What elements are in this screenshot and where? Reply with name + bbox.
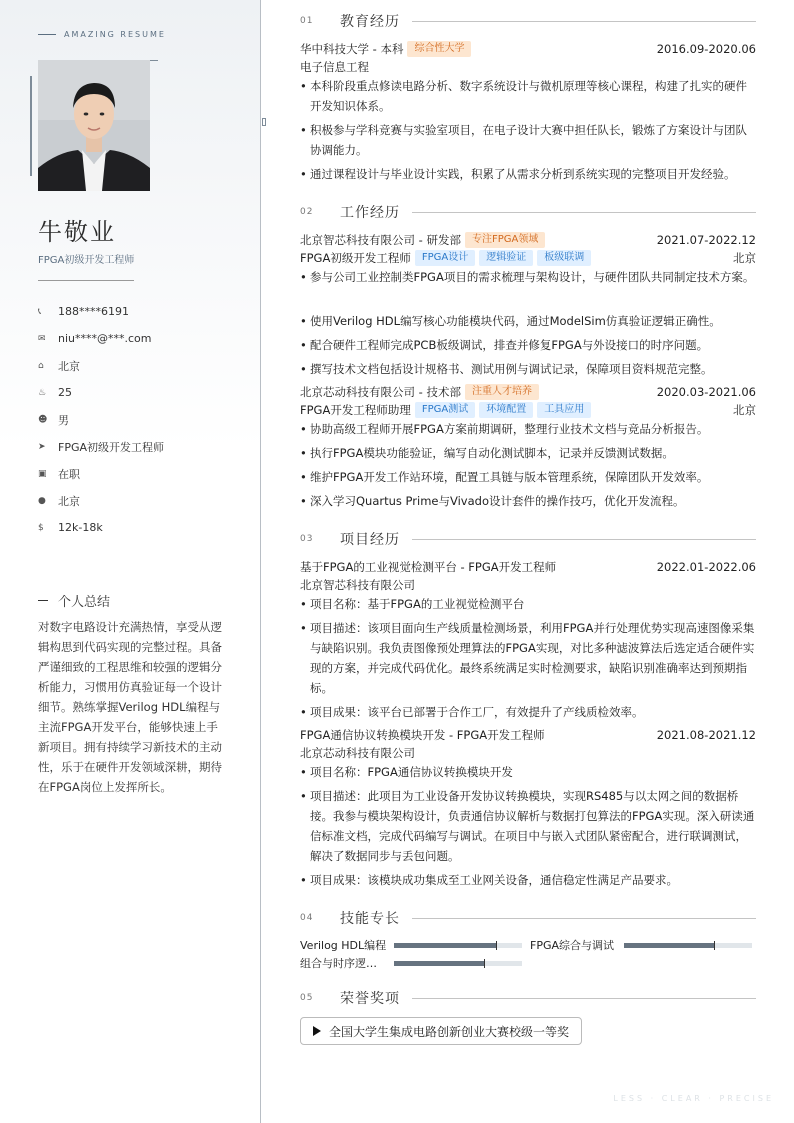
section-rule [412, 21, 756, 22]
section-rule [412, 212, 756, 213]
skill-name: 组合与时序逻… [300, 957, 377, 970]
position-text: FPGA初级开发工程师 [58, 440, 165, 454]
briefcase-icon: ▣ [38, 468, 47, 479]
job-role: FPGA开发工程师助理 [300, 403, 411, 417]
skill-bar [624, 943, 752, 948]
job-role: FPGA初级开发工程师 [300, 251, 411, 265]
status-text: 在职 [58, 467, 80, 481]
job-company: 北京智芯科技有限公司 - 研发部 [300, 233, 461, 247]
project-company-row [300, 744, 756, 762]
play-icon [313, 1026, 321, 1036]
list-item: • 项目名称：基于FPGA的工业视觉检测平台 [300, 594, 756, 614]
info-location [38, 487, 248, 514]
info-position [38, 433, 248, 460]
list-item: • 项目成果：该模块成功集成至工业网关设备，通信稳定性满足产品要求。 [300, 870, 756, 890]
avatar-portrait [38, 60, 150, 191]
brand [38, 30, 166, 39]
brand-text: AMAZING RESUME [64, 30, 166, 39]
phone-icon: 📞︎ [38, 306, 42, 317]
list-item: • 深入学习Quartus Prime与Vivado设计套件的操作技巧，优化开发流程。 [300, 491, 756, 511]
job-company: 北京芯动科技有限公司 - 技术部 [300, 385, 461, 399]
school-tag: 综合性大学 [407, 41, 471, 57]
photo-accent [30, 76, 32, 176]
project-name: 基于FPGA的工业视觉检测平台 - FPGA开发工程师 [300, 560, 557, 574]
project-header [300, 726, 756, 744]
summary-heading [38, 591, 110, 610]
skill-tag: 逻辑验证 [479, 250, 533, 266]
section-title: 教育经历 [340, 14, 400, 30]
info-salary [38, 514, 248, 541]
company-tag: 专注FPGA领域 [465, 232, 545, 248]
gender-text: 男 [58, 413, 69, 427]
info-home [38, 352, 248, 379]
job-city: 北京 [733, 403, 756, 417]
list-item: • 执行FPGA模块功能验证，编写自动化测试脚本，记录并反馈测试数据。 [300, 443, 756, 463]
summary-text: 对数字电路设计充满热情，享受从逻辑构思到代码实现的完整过程。具备严谨细致的工程思维和较强的逻辑分析能力，习惯用仿真验证每一个设计细节。熟练掌握Verilog HDL编程与主流FPGA开发平台，能够快速上手新项目。拥有持续学习新技术的主动性，乐于在硬件开发领域深耕，期待在FPGA岗位上发挥所长。 [38, 620, 222, 794]
job-date: 2020.03-2021.06 [656, 385, 756, 399]
skill-name: Verilog HDL编程 [300, 939, 387, 952]
section-number: 03 [300, 534, 314, 544]
list-item: • 维护FPGA开发工作站环境，配置工具链与版本管理系统，保障团队开发效率。 [300, 467, 756, 487]
skill-bar-fill [394, 943, 496, 948]
avatar [38, 60, 150, 191]
project-company: 北京芯动科技有限公司 [300, 746, 415, 760]
skill-bar-fill [624, 943, 714, 948]
list-item: • 配合硬件工程师完成PCB板级调试，排查并修复FPGA与外设接口的时序问题。 [300, 335, 756, 355]
section-number: 05 [300, 993, 314, 1003]
summary-dash [38, 600, 48, 601]
list-item: • 参与公司工业控制类FPGA项目的需求梳理与架构设计，与硬件团队共同制定技术方案。 [300, 267, 756, 287]
section-title: 项目经历 [340, 532, 400, 548]
skill-tag: FPGA测试 [415, 402, 475, 418]
contact-info [38, 298, 248, 541]
company-tag: 注重人才培养 [465, 384, 539, 400]
job-role-row [300, 401, 756, 419]
list-item: • 积极参与学科竞赛与实验室项目，在电子设计大赛中担任队长，锻炼了方案设计与团队协调能力。 [300, 120, 756, 160]
section-number: 01 [300, 16, 314, 26]
send-icon: ➤ [38, 441, 46, 452]
skill-bar-cap [714, 941, 715, 950]
skill-bar [394, 943, 522, 948]
award-text: 全国大学生集成电路创新创业大赛校级一等奖 [329, 1024, 570, 1039]
job-header [300, 383, 756, 401]
info-gender [38, 406, 248, 433]
skill-bar-fill [394, 961, 484, 966]
watermark: LESS · CLEAR · PRECISE [613, 1094, 774, 1103]
title-divider [38, 280, 134, 281]
section-title: 技能专长 [340, 911, 400, 927]
list-item: • 项目名称：FPGA通信协议转换模块开发 [300, 762, 756, 782]
skill-tag: 环境配置 [479, 402, 533, 418]
photo-accent-top [150, 60, 158, 61]
section-number: 02 [300, 207, 314, 217]
project-company: 北京智芯科技有限公司 [300, 578, 415, 592]
location-text: 北京 [58, 494, 80, 508]
divider-marker [262, 118, 266, 126]
email-text: niu****@***.com [58, 332, 152, 345]
summary-title: 个人总结 [58, 595, 111, 610]
age-text: 25 [58, 386, 72, 399]
section-skills-header [300, 908, 756, 928]
list-item: • 协助高级工程师开展FPGA方案前期调研，整理行业技术文档与竞品分析报告。 [300, 419, 756, 439]
cake-icon: ♨ [38, 387, 47, 398]
skill-tag: 板级联调 [537, 250, 591, 266]
home-text: 北京 [58, 359, 80, 373]
job-role-row [300, 249, 756, 267]
school-name: 华中科技大学 - 本科 [300, 42, 404, 56]
project-header [300, 558, 756, 576]
info-age [38, 379, 248, 406]
section-rule [412, 998, 756, 999]
skill-tag: 工具应用 [537, 402, 591, 418]
job-header [300, 231, 756, 249]
skill-item [300, 937, 522, 953]
list-item: • 本科阶段重点修读电路分析、数字系统设计与微机原理等核心课程，构建了扎实的硬件开发知识体系。 [300, 76, 756, 116]
home-icon: ⌂ [38, 360, 44, 371]
brand-line [38, 34, 56, 35]
skill-bar-cap [496, 941, 497, 950]
sidebar [0, 0, 261, 1123]
project-name: FPGA通信协议转换模块开发 - FPGA开发工程师 [300, 728, 545, 742]
section-rule [412, 918, 756, 919]
section-projects-header [300, 529, 756, 549]
location-icon: ● [38, 495, 46, 506]
skill-bar [394, 961, 522, 966]
info-phone [38, 298, 248, 325]
person-name: 牛敬业 [38, 218, 116, 246]
section-education-header [300, 11, 756, 31]
list-item: • 撰写技术文档包括设计规格书、测试用例与调试记录，保障项目资料规范完整。 [300, 359, 756, 379]
education-row [300, 40, 756, 58]
skill-item [530, 937, 752, 953]
award-item [300, 1017, 582, 1045]
section-title: 工作经历 [340, 205, 400, 221]
list-item: • 通过课程设计与毕业设计实践，积累了从需求分析到系统实现的完整项目开发经验。 [300, 164, 756, 184]
mail-icon: ✉ [38, 333, 46, 344]
salary-text: 12k-18k [58, 521, 103, 534]
job-city: 北京 [733, 251, 756, 265]
skill-tag: FPGA设计 [415, 250, 475, 266]
section-work-header [300, 202, 756, 222]
project-company-row [300, 576, 756, 594]
project-date: 2021.08-2021.12 [656, 728, 756, 742]
list-item: • 使用Verilog HDL编写核心功能模块代码，通过ModelSim仿真验证逻辑正确性。 [300, 311, 756, 331]
education-date: 2016.09-2020.06 [656, 42, 756, 56]
person-title: FPGA初级开发工程师 [38, 255, 135, 266]
skill-bar-cap [484, 959, 485, 968]
list-item: • 项目描述：此项目为工业设备开发协议转换模块，实现RS485与以太网之间的数据桥接。我参与模块架构设计，负责通信协议解析与数据打包算法的FPGA实现。深入研读通信标准文档，完成代码编写与调试。在项目中与嵌入式团队紧密配合，进行联调测试，解决了数据同步与丢包问题。 [300, 786, 756, 866]
money-icon: $ [38, 522, 44, 533]
info-status [38, 460, 248, 487]
list-item: • 项目描述：该项目面向生产线质量检测场景，利用FPGA并行处理优势实现高速图像采集与缺陷识别。我负责图像预处理算法的FPGA实现，对比多种滤波算法后选定适合硬件实现的方案，并完成代码优化。最终系统满足实时检测要求，缺陷识别准确率达到预期指标。 [300, 618, 756, 698]
skill-item [300, 955, 522, 971]
list-item: • 项目成果：该平台已部署于合作工厂，有效提升了产线质检效率。 [300, 702, 756, 722]
phone-text: 188****6191 [58, 305, 129, 318]
major: 电子信息工程 [300, 60, 369, 74]
section-title: 荣誉奖项 [340, 991, 400, 1007]
education-major-row [300, 58, 756, 76]
section-rule [412, 539, 756, 540]
smile-icon: ☻ [38, 414, 48, 425]
section-number: 04 [300, 913, 314, 923]
job-date: 2021.07-2022.12 [656, 233, 756, 247]
section-awards-header [300, 988, 756, 1008]
info-email [38, 325, 248, 352]
skill-name: FPGA综合与调试 [530, 939, 615, 952]
project-date: 2022.01-2022.06 [656, 560, 756, 574]
